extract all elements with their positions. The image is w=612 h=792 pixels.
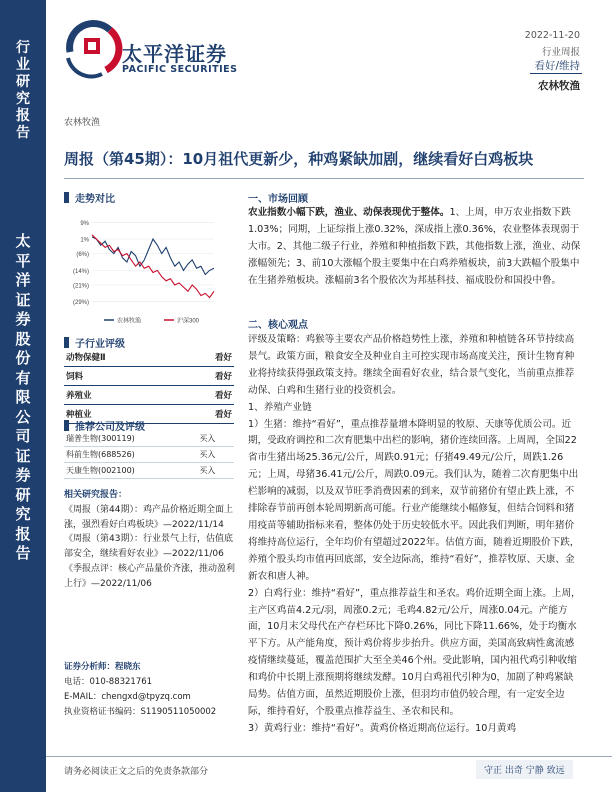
report-date: 2022-11-20 [524, 30, 580, 41]
table-row [64, 367, 234, 386]
industry-heading-label: 子行业评级 [75, 339, 125, 350]
analyst-license: 执业资格证书编码：S1190511050002 [64, 707, 217, 717]
trend-heading-label: 走势对比 [75, 194, 115, 205]
footer-divider [46, 756, 612, 757]
views-heading: 二、核心观点 [248, 320, 308, 331]
related-report-item: 《周报（第44期）：鸡产品价格近期全面上涨，强烈看好白鸡板块》—2022/11/14 [64, 504, 233, 530]
related-report-item: 《季报点评：核心产品量价齐涨，推动盈利上行》—2022/11/06 [64, 563, 236, 589]
company-name: 天康生物(002100) [64, 463, 197, 479]
title-divider [64, 178, 584, 179]
analyst-name: 程晓东 [115, 662, 141, 672]
breadcrumb: 农林牧渔 [64, 118, 101, 128]
views-subheading: 1、养殖产业链 [248, 401, 312, 413]
review-lead: 农业指数小幅下跌，渔业、动保表现优于整体。 [248, 207, 450, 218]
y-tick-label: (21%) [72, 283, 89, 290]
legend-label: 农林牧渔 [117, 318, 142, 325]
company-rating: 买入 [197, 463, 234, 479]
brand-name-en: PACIFIC SECURITIES [122, 64, 238, 75]
views-section [248, 332, 582, 738]
related-reports [64, 488, 236, 592]
recommend-table [64, 431, 234, 479]
trend-chart [64, 208, 234, 336]
company-name: 瑞普生物(300119) [64, 431, 197, 447]
analyst-email: E-MAIL：chengxd@tpyzq.com [64, 692, 191, 702]
logo-mark-icon [68, 23, 119, 76]
recommend-heading-label: 推荐公司及评级 [75, 422, 145, 433]
y-tick-label: 9% [80, 220, 89, 227]
y-tick-label: 1% [80, 237, 89, 244]
report-rating: 看好/维持 [534, 60, 580, 72]
review-heading: 一、市场回顾 [248, 194, 308, 205]
report-type: 行业周报 [541, 47, 580, 58]
section-bar-icon [64, 192, 69, 203]
sidebar-mid-text: 太 平 洋 证 券 股 份 有 限 公 司 证 券 研 究 报 告 [15, 232, 31, 562]
industry-rating: 看好 [179, 348, 234, 367]
related-heading: 相关研究报告： [64, 490, 128, 500]
footer-motto: 守正 出奇 宁静 致远 [476, 760, 573, 779]
table-row [64, 348, 234, 367]
brand-name-cn: 太平洋证券 [122, 42, 227, 66]
y-tick-label: (29%) [72, 300, 89, 307]
industry-rating-table [64, 348, 234, 424]
analyst-heading: 证券分析师： [64, 662, 116, 672]
review-body: 1、上周，申万农业指数下跌1.03%；同期，上证综指上涨0.32%，深成指上涨0.36%，农业整体表现弱于大市。2、其他二级子行业，养殖和种植指数下跌，其他指数上涨，渔业、动保涨幅领先；3、前10大涨幅个股主要集中在白鸡养殖板块，前3大跌幅个股集中在生猪养殖板块。涨幅前3名个股依次为邦基科技、福成股份和国投中鲁。 [248, 207, 581, 286]
company-rating: 买入 [197, 431, 234, 447]
industry-rating: 看好 [179, 386, 234, 405]
legend-label: 沪深300 [177, 318, 200, 325]
trend-heading [64, 190, 115, 205]
page-title: 周报（第45期）：10月祖代更新少，种鸡紧缺加剧，继续看好白鸡板块 [64, 150, 534, 168]
y-tick-label: (14%) [72, 268, 89, 275]
industry-name: 养殖业 [64, 386, 179, 405]
report-sector: 农林牧渔 [538, 80, 580, 92]
y-tick-label: (6%) [76, 252, 89, 259]
analyst-info [64, 660, 236, 720]
views-paragraph-pig: 1）生猪：维持“看好”，重点推荐量增本降明显的牧原、天康等优质公司。近期，受政府调控和二次育肥集中出栏的影响，猪价连续回落。上周周，全国22省市生猪出场25.36元/公斤，周跌0.91元；仔猪49.49元/公斤，周跌1.26元；上周，母猪36.41元/公斤，周跌0.09元。我们认为，随着二次育肥集中出栏影响的减弱，以及双节旺季消费因素的到来，双节前猪价有望止跌上涨，不排除春节前再创本轮周期新高可能。行业产能继续小幅修复，但结合饲料和猪用疫苗等辅助指标来看，整体仍处于历史较低水平。因此我们判断，明年猪价将维持高位运行，全年均价有望超过2022年。估值方面，随着近期股价下跌，养殖个股头均市值再回底部，安全边际高，维持“看好”，推荐牧原、天康、金新农和唐人神。 [248, 418, 580, 582]
industry-name: 饲料 [64, 367, 179, 386]
analyst-phone: 电话：010-88321761 [64, 677, 153, 687]
related-report-item: 《周报（第43期）：行业景气上行，估值底部安全，继续看好农业》—2022/11/06 [64, 534, 233, 560]
section-bar-icon [64, 420, 69, 431]
table-row [64, 386, 234, 405]
review-section [248, 205, 582, 290]
views-paragraph-yellow-chicken: 3）黄鸡行业：维持“看好”。黄鸡价格近期高位运行。10月黄鸡 [248, 722, 517, 734]
company-name: 科前生物(688526) [64, 447, 197, 463]
footer-disclaimer: 请务必阅读正文之后的免责条款部分 [64, 767, 209, 777]
sidebar-top-text: 行 业 研 究 报 告 [16, 40, 30, 141]
company-rating: 买入 [197, 447, 234, 463]
views-intro: 评级及策略：鸡猴等主要农产品价格趋势性上涨，养殖和种植链各环节持续高景气。政策方面，粮食安全及种业自主可控实现市场高度关注，预计生物育种业将持续获得强政策支持。继续全面看好农业，结合景气变化，当前重点推荐动保、白鸡和生猪行业的投资机会。 [248, 334, 575, 396]
industry-rating: 看好 [179, 367, 234, 386]
industry-name: 种植业 [64, 405, 179, 424]
series-line [92, 237, 214, 275]
header-rule [530, 73, 582, 74]
sidebar [0, 0, 46, 792]
table-row [64, 431, 234, 447]
industry-name: 动物保健Ⅱ [64, 348, 179, 367]
industry-rating: 看好 [179, 405, 234, 424]
table-row [64, 463, 234, 479]
views-paragraph-white-chicken: 2）白鸡行业：维持“看好”，重点推荐益生和圣农。鸡价近期全面上涨。上周，主产区鸡苗4.2元/羽，周涨0.2元；毛鸡4.82元/公斤，周涨0.04元。产能方面，10月末父母代在产存栏环比下降0.26%，同比下降11.66%，处于均衡水平下方。从产能角度，预计鸡价将步步抬升。供应方面，美国高致病性禽流感疫情继续蔓延，覆盖范围扩大至全美46个州。受此影响，国内祖代鸡引种收缩和鸡价中长期上涨预期将继续发酵。10月白鸡祖代引种为0，加剧了种鸡紧缺局势。估值方面，虽然近期股价上涨，但羽均市值仍较合理，有一定安全边际，维持看好，个股重点推荐益生、圣农和民和。 [248, 587, 581, 717]
section-bar-icon [64, 337, 69, 348]
table-row [64, 447, 234, 463]
